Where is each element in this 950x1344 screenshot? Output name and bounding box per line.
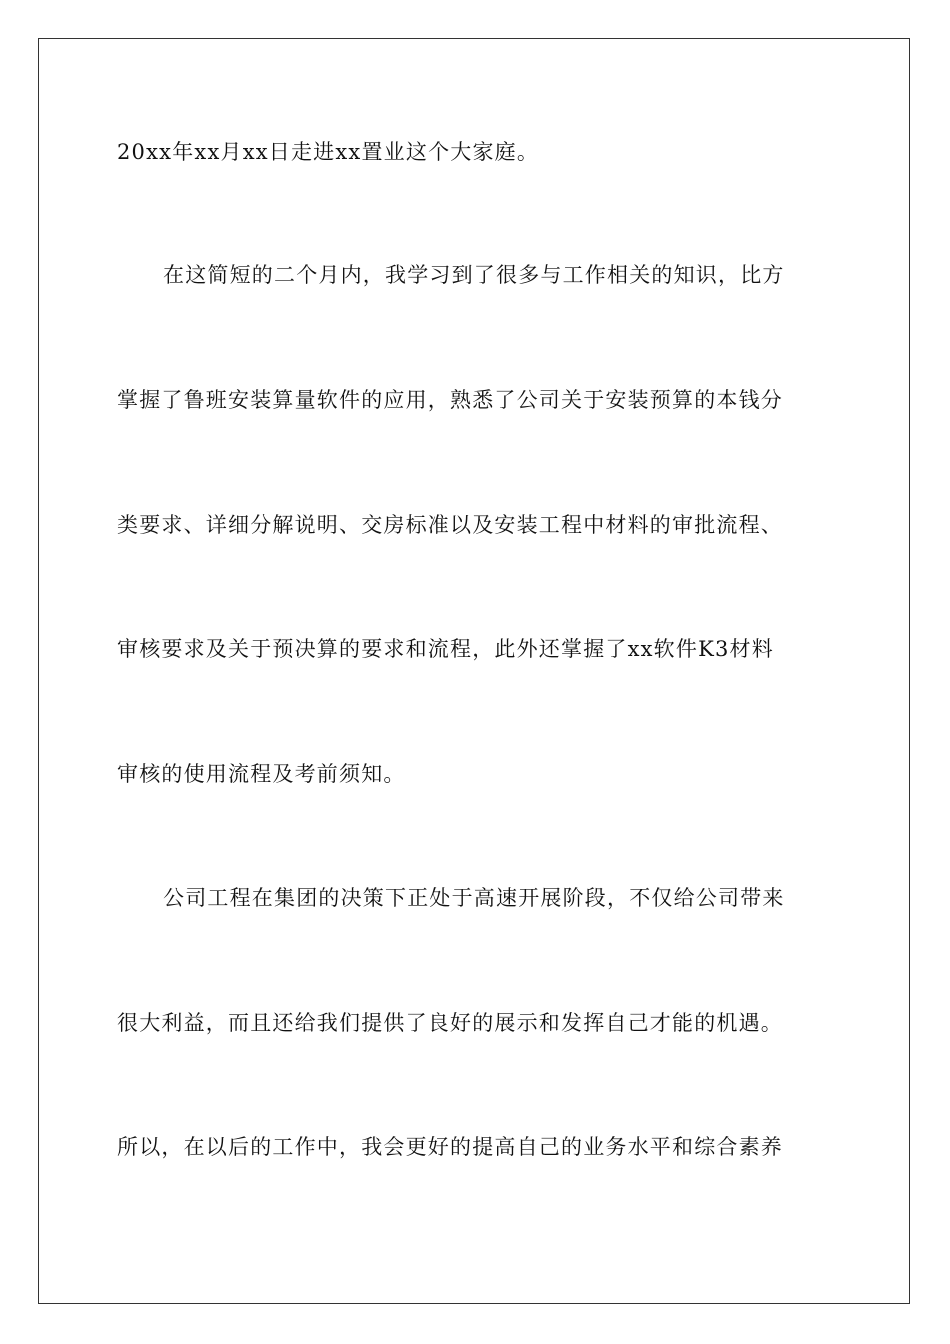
text-line-7: 公司工程在集团的决策下正处于高速开展阶段，不仅给公司带来 (163, 886, 785, 910)
text-line-9: 所以，在以后的工作中，我会更好的提高自己的业务水平和综合素养 (117, 1135, 783, 1159)
text-line-3: 掌握了鲁班安装算量软件的应用，熟悉了公司关于安装预算的本钱分 (117, 388, 783, 412)
page-border (38, 38, 910, 1304)
text-line-6: 审核的使用流程及考前须知。 (117, 762, 406, 786)
text-line-5: 审核要求及关于预决算的要求和流程，此外还掌握了xx软件K3材料 (117, 637, 774, 661)
text-line-2: 在这简短的二个月内，我学习到了很多与工作相关的知识，比方 (163, 263, 785, 287)
text-line-1: 20xx年xx月xx日走进xx置业这个大家庭。 (117, 140, 540, 164)
text-line-8: 很大利益，而且还给我们提供了良好的展示和发挥自己才能的机遇。 (117, 1011, 783, 1035)
text-line-4: 类要求、详细分解说明、交房标准以及安装工程中材料的审批流程、 (117, 513, 783, 537)
